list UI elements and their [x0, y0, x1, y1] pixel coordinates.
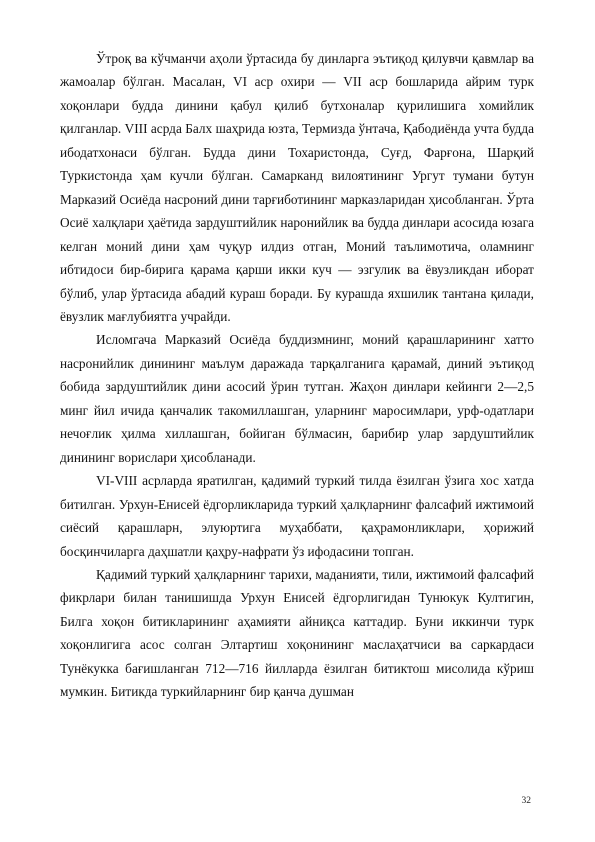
paragraph: VI-VIII асрларда яратилган, қадимий туркий тилда ёзилган ўзига хос хатда битилган. Урхун-Енисей ёдгорликларида туркий ҳалқларнинг фалсафий ижтимоий сиёсий қарашларн, элуюртига муҳаббати, қаҳрамонликлари, ҳорижий босқинчиларга даҳшатли қаҳру-нафрати ўз ифодасини топган. [60, 473, 534, 559]
paragraph: Исломгача Марказий Осиёда буддизмнинг, моний қарашларининг хатто насронийлик динининг маълум даражада тарқалганига қарамай, диний эътиқод бобида зардуштийлик дини асосий ўрин тутган. Жаҳон динлари кейинги 2—2,5 минг йил ичида қанчалик такомиллашган, уларнинг маросимлари, урф-одатлари нечоғлик ҳилма хиллашган, бойиган бўлмасин, барибир улар зардуштийлик динининг ворислари ҳисобланади. [60, 332, 534, 465]
paragraph: Ўтроқ ва кўчманчи аҳоли ўртасида бу динларга эътиқод қилувчи қавмлар ва жамоалар бўлган. Масалан, VI аср охири — VII аср бошларида айрим турк хоқонлари будда динини қабул қилиб бутхоналар қурилишига хомийлик қилганлар. VIII асрда Балх шаҳрида юзта, Термизда ўнтача, Қабодиёнда учта будда ибодатхонаси бўлган. Будда дини Тохаристонда, Суғд, Фарғона, Шарқий Туркистонда ҳам кучли бўлган. Самарканд вилоятининг Ургут тумани бутун Марказий Осиёда насроний дини тарғиботининг марказларидан ҳисобланган. Ўрта Осиё халқлари ҳаётида зардуштийлик наронийлик ва будда динлари асосида юзага келган моний дини ҳам чуқур илдиз отган, Моний таълимотича, оламнинг ибтидоси бир-бирига қарама қарши икки куч — эзгулик ва ёвузликдан иборат бўлиб, улар ўртасида абадий кураш боради. Бу курашда яхшилик тантана қилади, ёвузлик мағлубиятга учрайди. [60, 51, 534, 324]
page-number: 32 [521, 796, 531, 806]
document-page [60, 47, 534, 704]
paragraph: Қадимий туркий ҳалқларнинг тарихи, маданияти, тили, ижтимоий фалсафий фикрлари билан танишишда Урхун Енисей ёдгорлигидан Тунюкук Култигин, Билга хоқон битикларининг аҳамияти айниқса каттадир. Буни иккинчи турк хоқонлигига асос солган Элтартиш хоқонининг маслаҳатчиси ва саркардаси Тунёкукка бағишланган 712—716 йилларда ёзилган битиктош мисолида кўриш мумкин. Битикда туркийларнинг бир қанча душман [60, 566, 534, 700]
